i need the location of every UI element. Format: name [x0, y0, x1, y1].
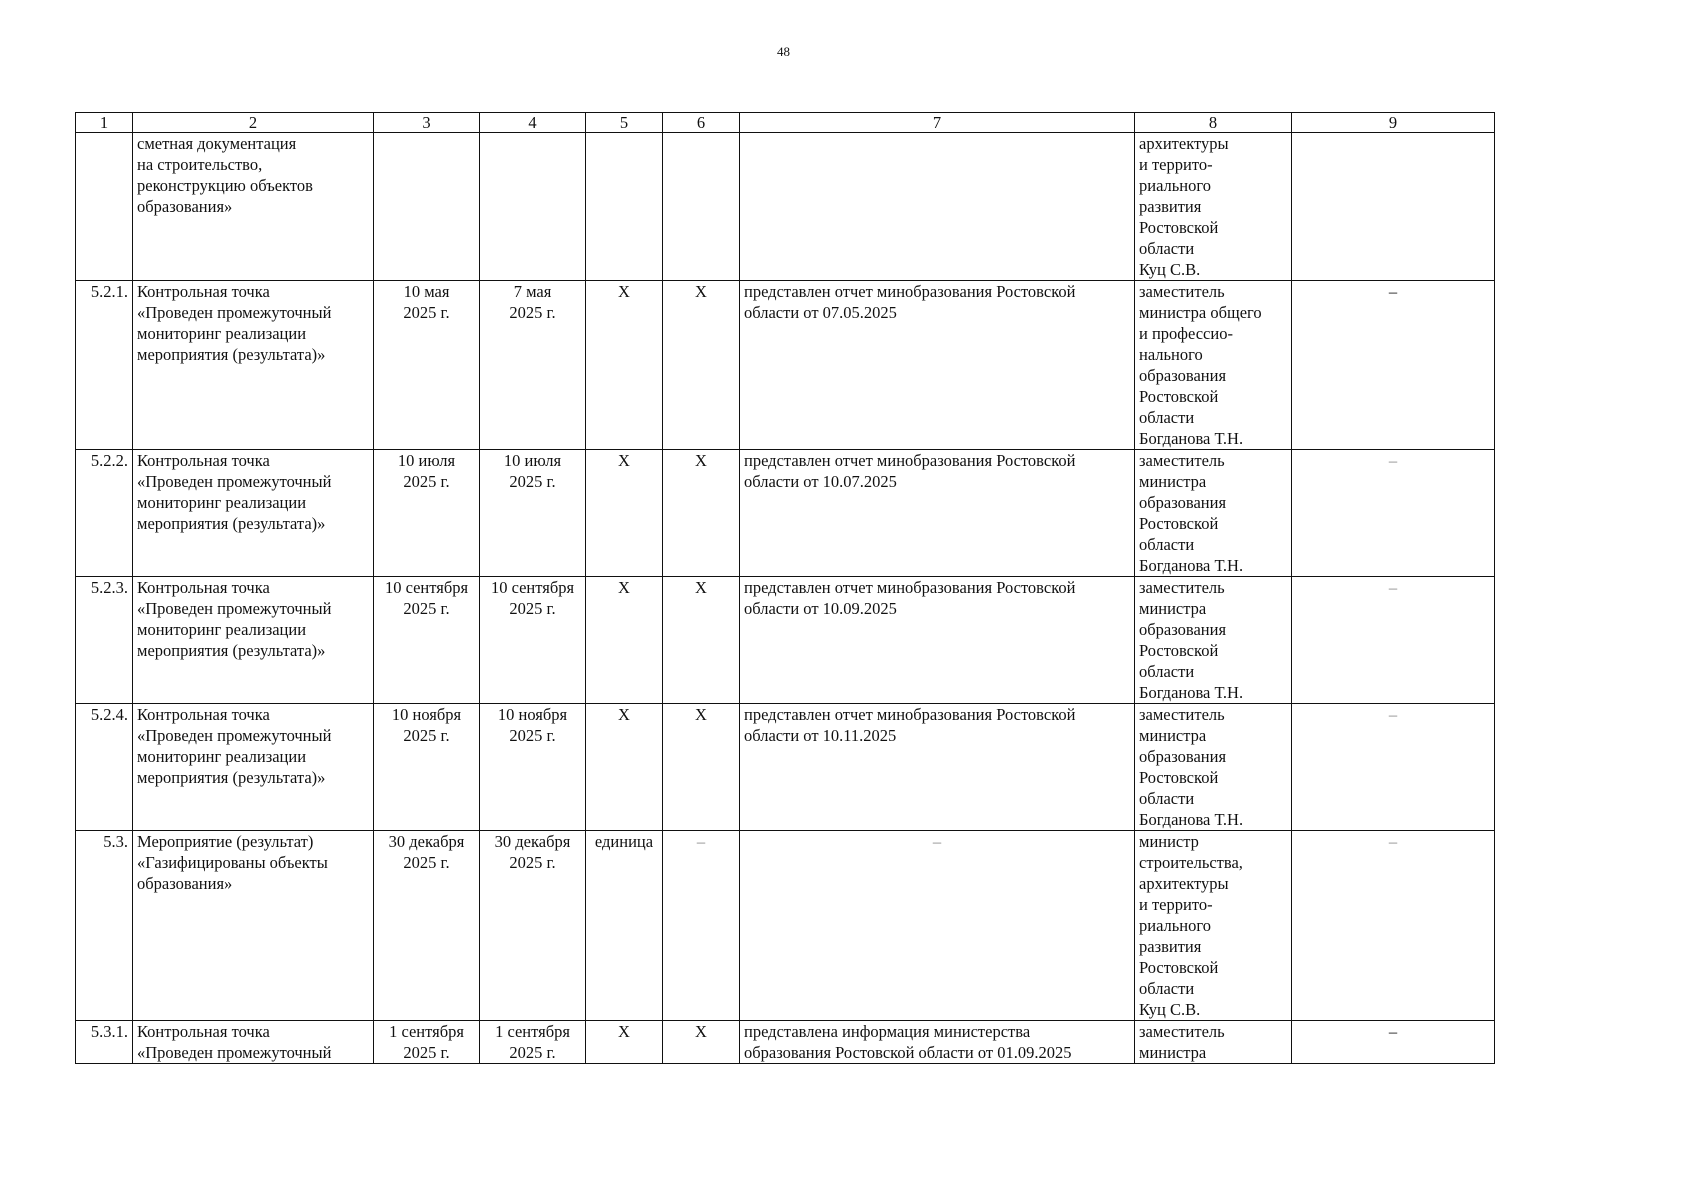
note-cell — [1292, 133, 1495, 281]
table-row — [76, 281, 1495, 450]
plan-table — [75, 112, 1495, 1064]
responsible-person: министр строительства, архитектуры и террито- риального развития Ростовской области Куц С.В. — [1135, 831, 1292, 1021]
header-cell-1: 1 — [76, 113, 133, 133]
status-text: – — [740, 831, 1135, 1021]
row-number: 5.2.3. — [76, 577, 133, 704]
value-cell: X — [663, 1021, 740, 1064]
row-number: 5.3.1. — [76, 1021, 133, 1064]
note-cell: – — [1292, 577, 1495, 704]
table-row — [76, 1021, 1495, 1064]
note-cell: – — [1292, 450, 1495, 577]
actual-date — [480, 133, 586, 281]
row-number: 5.3. — [76, 831, 133, 1021]
unit-cell: единица — [586, 831, 663, 1021]
page-number: 48 — [777, 44, 790, 59]
note-cell: – — [1292, 281, 1495, 450]
value-cell: X — [663, 281, 740, 450]
unit-cell: X — [586, 704, 663, 831]
planned-date: 10 июля 2025 г. — [374, 450, 480, 577]
actual-date: 10 ноября 2025 г. — [480, 704, 586, 831]
table-row — [76, 831, 1495, 1021]
row-number: 5.2.4. — [76, 704, 133, 831]
value-cell: X — [663, 577, 740, 704]
actual-date: 7 мая 2025 г. — [480, 281, 586, 450]
header-cell-7: 7 — [740, 113, 1135, 133]
unit-cell: X — [586, 281, 663, 450]
actual-date: 30 декабря 2025 г. — [480, 831, 586, 1021]
event-name: Контрольная точка «Проведен промежуточный мониторинг реализации мероприятия (результата)» — [133, 704, 374, 831]
event-name: Мероприятие (результат) «Газифицированы объекты образования» — [133, 831, 374, 1021]
note-cell: – — [1292, 704, 1495, 831]
table-row — [76, 450, 1495, 577]
unit-cell — [586, 133, 663, 281]
table-row — [76, 704, 1495, 831]
value-cell — [663, 133, 740, 281]
note-cell: – — [1292, 1021, 1495, 1064]
planned-date: 10 сентября 2025 г. — [374, 577, 480, 704]
responsible-person: заместитель министра общего и профессио- нального образования Ростовской области Богданова Т.Н. — [1135, 281, 1292, 450]
unit-cell: X — [586, 450, 663, 577]
header-cell-2: 2 — [133, 113, 374, 133]
unit-cell: X — [586, 577, 663, 704]
header-cell-8: 8 — [1135, 113, 1292, 133]
value-cell: – — [663, 831, 740, 1021]
header-cell-4: 4 — [480, 113, 586, 133]
table-row — [76, 133, 1495, 281]
responsible-person: архитектуры и террито- риального развития Ростовской области Куц С.В. — [1135, 133, 1292, 281]
status-text — [740, 133, 1135, 281]
event-name: Контрольная точка «Проведен промежуточный мониторинг реализации мероприятия (результата)» — [133, 450, 374, 577]
header-row — [76, 113, 1495, 133]
status-text: представлен отчет минобразования Ростовской области от 10.07.2025 — [740, 450, 1135, 577]
row-number: 5.2.2. — [76, 450, 133, 577]
status-text: представлена информация министерства образования Ростовской области от 01.09.2025 — [740, 1021, 1135, 1064]
table-row — [76, 577, 1495, 704]
event-name: Контрольная точка «Проведен промежуточный — [133, 1021, 374, 1064]
planned-date: 10 мая 2025 г. — [374, 281, 480, 450]
responsible-person: заместитель министра образования Ростовской области Богданова Т.Н. — [1135, 704, 1292, 831]
event-name: Контрольная точка «Проведен промежуточный мониторинг реализации мероприятия (результата)» — [133, 577, 374, 704]
value-cell: X — [663, 704, 740, 831]
status-text: представлен отчет минобразования Ростовской области от 10.11.2025 — [740, 704, 1135, 831]
responsible-person: заместитель министра образования Ростовской области Богданова Т.Н. — [1135, 450, 1292, 577]
row-number: 5.2.1. — [76, 281, 133, 450]
header-cell-9: 9 — [1292, 113, 1495, 133]
actual-date: 10 июля 2025 г. — [480, 450, 586, 577]
status-text: представлен отчет минобразования Ростовской области от 07.05.2025 — [740, 281, 1135, 450]
planned-date: 1 сентября 2025 г. — [374, 1021, 480, 1064]
status-text: представлен отчет минобразования Ростовской области от 10.09.2025 — [740, 577, 1135, 704]
note-cell: – — [1292, 831, 1495, 1021]
responsible-person: заместитель министра — [1135, 1021, 1292, 1064]
event-name: сметная документация на строительство, реконструкцию объектов образования» — [133, 133, 374, 281]
actual-date: 1 сентября 2025 г. — [480, 1021, 586, 1064]
actual-date: 10 сентября 2025 г. — [480, 577, 586, 704]
planned-date: 10 ноября 2025 г. — [374, 704, 480, 831]
planned-date — [374, 133, 480, 281]
event-name: Контрольная точка «Проведен промежуточный мониторинг реализации мероприятия (результата)» — [133, 281, 374, 450]
unit-cell: X — [586, 1021, 663, 1064]
value-cell: X — [663, 450, 740, 577]
header-cell-3: 3 — [374, 113, 480, 133]
header-cell-5: 5 — [586, 113, 663, 133]
responsible-person: заместитель министра образования Ростовской области Богданова Т.Н. — [1135, 577, 1292, 704]
planned-date: 30 декабря 2025 г. — [374, 831, 480, 1021]
row-number — [76, 133, 133, 281]
header-cell-6: 6 — [663, 113, 740, 133]
